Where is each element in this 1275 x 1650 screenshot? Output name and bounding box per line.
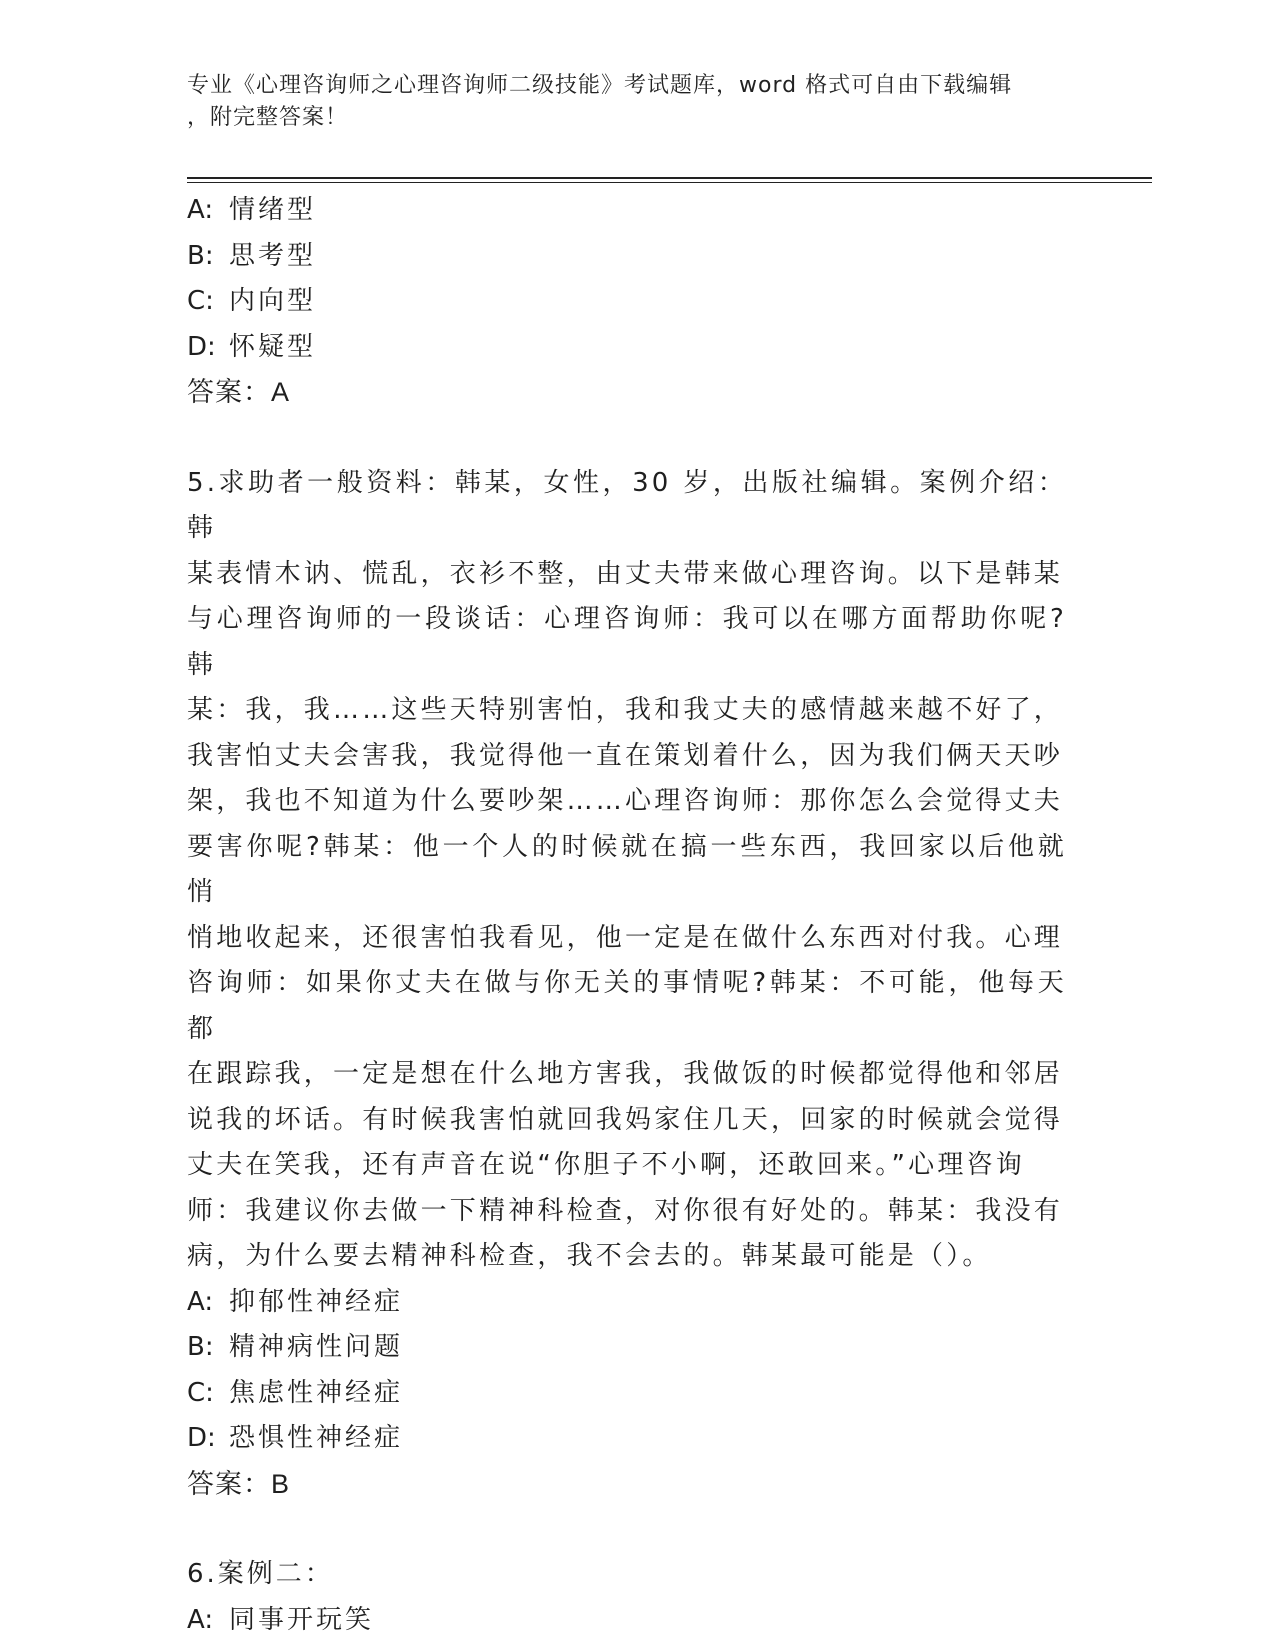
option-text: 怀疑型: [229, 331, 317, 362]
option-key: D:: [187, 1423, 216, 1453]
question-line: 5.求助者一般资料：韩某，女性，30 岁，出版社编辑。案例介绍：韩: [187, 467, 1067, 543]
option-key: C:: [187, 1377, 214, 1408]
option-c: [187, 279, 1087, 325]
option-text: 内向型: [229, 286, 317, 316]
option-a: [187, 188, 1087, 234]
option-b: [187, 234, 1087, 280]
question-line: 丈夫在笑我，还有声音在说“你胆子不小啊，还敢回来。”心理咨询: [187, 1150, 1025, 1180]
option-key: D:: [187, 331, 216, 362]
option-text: 抑郁性神经症: [229, 1286, 404, 1317]
question-6-title: 6.案例二：: [187, 1559, 334, 1589]
option-a: [187, 1598, 1087, 1644]
question-6-options: [187, 1598, 1087, 1644]
document-header: [187, 70, 1067, 134]
option-key: A:: [187, 1286, 214, 1317]
option-text: 思考型: [229, 240, 317, 271]
question-line: 与心理咨询师的一段谈话：心理咨询师：我可以在哪方面帮助你呢?韩: [187, 604, 1067, 680]
question-4-answer: 答案：A: [187, 377, 291, 407]
option-text: 同事开玩笑: [229, 1604, 375, 1635]
question-line: 师：我建议你去做一下精神科检查，对你很有好处的。韩某：我没有: [187, 1195, 1064, 1226]
question-5-text: [187, 461, 1067, 1280]
question-line: 说我的坏话。有时候我害怕就回我妈家住几天，回家的时候就会觉得: [187, 1104, 1064, 1135]
option-key: B:: [187, 240, 214, 271]
option-key: C:: [187, 286, 214, 316]
question-line: 咨询师：如果你丈夫在做与你无关的事情呢?韩某：不可能，他每天都: [187, 968, 1067, 1044]
header-divider-thin: [187, 182, 1152, 183]
option-d: [187, 1416, 1087, 1462]
spacer: [187, 416, 1087, 461]
header-divider-thick: [187, 177, 1152, 179]
option-text: 恐惧性神经症: [229, 1423, 404, 1453]
option-c: [187, 1371, 1087, 1417]
question-line: 架，我也不知道为什么要吵架……心理咨询师：那你怎么会觉得丈夫: [187, 786, 1064, 816]
option-key: A:: [187, 195, 214, 225]
option-d: [187, 325, 1087, 371]
question-5-answer: 答案：B: [187, 1468, 291, 1499]
option-text: 情绪型: [229, 195, 317, 225]
question-line: 要害你呢?韩某：他一个人的时候就在搞一些东西，我回家以后他就悄: [187, 831, 1067, 907]
option-a: [187, 1280, 1087, 1326]
question-line: 悄地收起来，还很害怕我看见，他一定是在做什么东西对付我。心理: [187, 922, 1064, 953]
option-text: 精神病性问题: [229, 1332, 404, 1362]
option-b: [187, 1325, 1087, 1371]
option-text: 焦虑性神经症: [229, 1377, 404, 1408]
question-line: 在跟踪我，一定是想在什么地方害我，我做饭的时候都觉得他和邻居: [187, 1059, 1064, 1089]
document-body: [187, 188, 1087, 1643]
header-line-1: 专业《心理咨询师之心理咨询师二级技能》考试题库，word 格式可自由下载编辑: [187, 73, 1013, 98]
question-line: 我害怕丈夫会害我，我觉得他一直在策划着什么，因为我们俩天天吵: [187, 740, 1064, 771]
question-line: 某表情木讷、慌乱，衣衫不整，由丈夫带来做心理咨询。以下是韩某: [187, 558, 1064, 589]
question-4-options: [187, 188, 1087, 370]
question-5-options: [187, 1280, 1087, 1462]
spacer: [187, 1507, 1087, 1552]
question-line: 病，为什么要去精神科检查，我不会去的。韩某最可能是（）。: [187, 1241, 992, 1271]
header-line-2: ，附完整答案！: [187, 105, 349, 130]
option-key: A:: [187, 1604, 214, 1635]
option-key: B:: [187, 1332, 214, 1362]
question-line: 某：我，我……这些天特别害怕，我和我丈夫的感情越来越不好了，: [187, 695, 1064, 725]
